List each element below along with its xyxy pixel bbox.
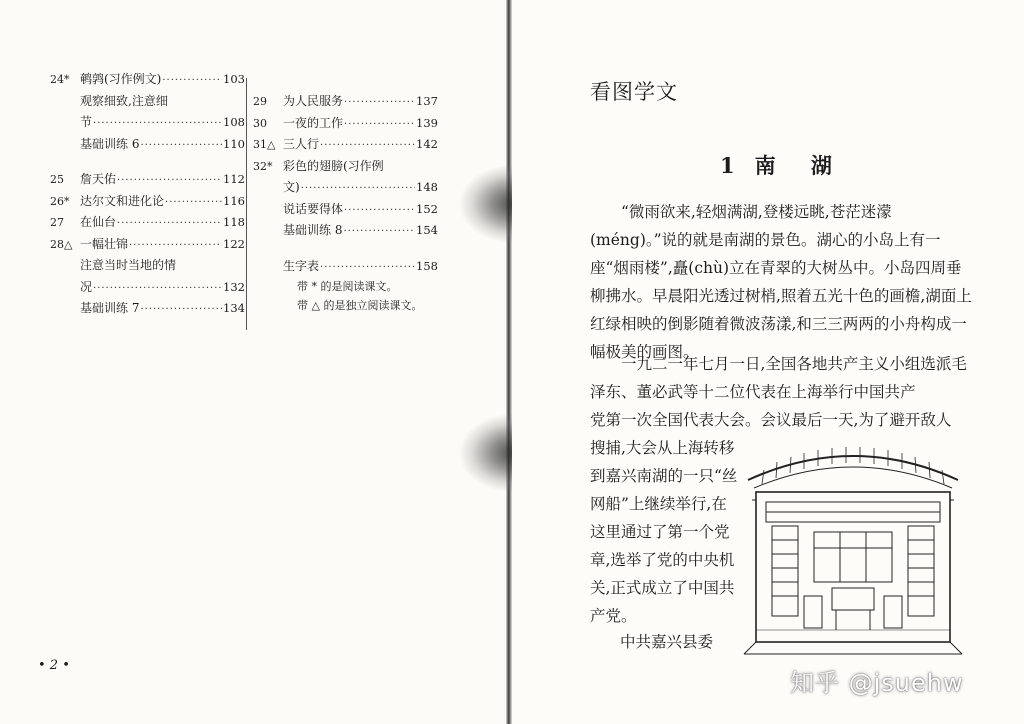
toc-entry-number: 26* xyxy=(50,194,70,208)
toc-entry[interactable] xyxy=(50,113,245,135)
toc-entry[interactable] xyxy=(50,192,245,214)
toc-divider xyxy=(246,78,247,330)
toc-entry-page: 116 xyxy=(223,193,245,208)
toc-entry-title: 为人民服务 xyxy=(283,94,344,108)
toc-leader-dots xyxy=(129,240,222,251)
toc-entry-title: 基础训练 7 xyxy=(80,301,140,315)
lesson-title-text: 南 湖 xyxy=(754,153,846,178)
toc-note: 带 * 的是阅读课文。 xyxy=(297,280,398,293)
toc-entry[interactable] xyxy=(50,135,245,157)
toc-leader-dots xyxy=(165,197,222,208)
toc-entry-title: 在仙台 xyxy=(80,215,117,229)
toc-entry[interactable] xyxy=(253,157,438,179)
toc-leader-dots xyxy=(343,226,415,237)
toc-entry-title: 况 xyxy=(80,279,93,294)
toc-leader-dots xyxy=(93,283,222,294)
toc-entry-page: 132 xyxy=(223,279,245,294)
toc-leader-dots xyxy=(344,119,415,130)
toc-entry[interactable] xyxy=(253,200,438,222)
toc-entry[interactable] xyxy=(50,170,245,192)
toc-leader-dots xyxy=(320,140,415,151)
toc-entry-title: 詹天佑 xyxy=(80,172,117,186)
paragraph-2: 一九二一年七月一日,全国各地共产主义小组选派毛泽东、董必武等十二位代表在上海举行中国共产 xyxy=(590,355,967,401)
toc-entry-title: 节 xyxy=(80,115,93,129)
toc-entry[interactable] xyxy=(50,92,245,114)
toc-entry[interactable] xyxy=(253,221,438,243)
paragraph-1: “微雨欲来,轻烟满湖,登楼远眺,苍茫迷濛(méng)。”说的就是南湖的景色。湖心的小岛上有一座“烟雨楼”,矗(chù)立在青翠的大树丛中。小岛四周垂柳拂水。早晨阳光透过树梢,照着五光十色的画檐,湖面上红绿相映的倒影随着微波荡漾,和三三两两的小舟构成一幅极美的画图。 xyxy=(590,203,972,361)
toc-entry-number: 25 xyxy=(50,173,64,186)
toc-entry-title: 鹌鹑(习作例文) xyxy=(80,72,162,86)
toc-entry-page: 108 xyxy=(223,115,245,129)
toc-entry[interactable] xyxy=(50,235,245,257)
toc-entry-title: 生字表 xyxy=(283,258,320,273)
toc-entry-page: 134 xyxy=(223,301,245,315)
toc-entry[interactable] xyxy=(253,257,438,279)
toc-entry[interactable] xyxy=(253,114,438,136)
toc-entry-title: 观察细致,注意细 xyxy=(80,93,168,108)
toc-leader-dots xyxy=(117,218,222,229)
boat-cabin-illustration xyxy=(742,440,964,660)
toc-entry-number: 31△ xyxy=(253,138,276,151)
toc-entry-page: 112 xyxy=(223,172,245,186)
toc-entry-page: 137 xyxy=(416,94,438,108)
toc-note: 带 △ 的是独立阅读课文。 xyxy=(297,299,423,312)
section-heading: 看图学文 xyxy=(590,80,678,104)
toc-leader-dots xyxy=(140,140,222,151)
paragraph-2-cont: 党第一次全国代表大会。会议最后一天,为了避开敌人 xyxy=(590,411,952,429)
toc-leader-dots xyxy=(320,262,415,273)
toc-entry-page: 158 xyxy=(416,258,438,273)
toc-entry[interactable] xyxy=(50,256,245,278)
toc-entry[interactable] xyxy=(50,299,245,321)
toc-entry-number: 29 xyxy=(253,95,267,108)
toc-entry-number: 24* xyxy=(50,73,70,86)
toc-entry-title: 说话要得体 xyxy=(283,201,344,216)
toc-entry-page: 139 xyxy=(416,115,438,130)
watermark: 知乎 @jsuehw xyxy=(790,669,964,697)
toc-leader-dots xyxy=(93,118,222,129)
toc-entry-title: 基础训练 6 xyxy=(80,136,140,151)
toc-entry-number: 32* xyxy=(253,159,273,173)
toc-entry-title: 彩色的翅膀(习作例 xyxy=(283,158,384,173)
toc-entry[interactable] xyxy=(50,213,245,235)
toc-entry[interactable] xyxy=(253,178,438,200)
toc-entry-page: 118 xyxy=(223,215,245,229)
toc-entry-page: 154 xyxy=(416,223,438,237)
toc-entry-title: 一幅壮锦 xyxy=(80,236,129,251)
toc-entry-number: 27 xyxy=(50,216,64,229)
toc-entry-title: 达尔文和进化论 xyxy=(80,193,165,208)
toc-entry-number: 30 xyxy=(253,116,267,130)
toc-column-1 xyxy=(50,70,245,321)
toc-entry-page: 148 xyxy=(416,180,438,194)
toc-leader-dots xyxy=(344,205,415,216)
toc-entry-page: 103 xyxy=(223,72,245,86)
page-number: • 2 • xyxy=(38,658,70,673)
toc-entry-title: 三人行 xyxy=(283,137,320,151)
toc-gap xyxy=(50,156,245,170)
toc-entry-page: 110 xyxy=(223,136,245,151)
lesson-title xyxy=(720,150,846,180)
toc-entry[interactable] xyxy=(50,70,245,92)
toc-leader-dots xyxy=(301,183,415,194)
lesson-number: 1 xyxy=(720,153,749,178)
signature: 中共嘉兴县委 xyxy=(620,633,714,651)
toc-leader-dots xyxy=(117,175,222,186)
toc-entry-page: 122 xyxy=(223,236,245,251)
toc-entry-title: 文) xyxy=(283,180,300,194)
toc-leader-dots xyxy=(140,304,222,315)
toc-entry[interactable] xyxy=(253,92,438,114)
paragraph-2-wrap: 搜捕,大会从上海转移到嘉兴南湖的一只“丝网船”上继续举行,在这里通过了第一个党章,选举了党的中央机关,正式成立了中国共产党。 xyxy=(590,439,738,625)
toc-leader-dots xyxy=(344,97,415,108)
toc-entry-title: 一夜的工作 xyxy=(283,115,344,130)
toc-entry-page: 142 xyxy=(416,137,438,151)
toc-entry[interactable] xyxy=(50,278,245,300)
toc-entry-title: 基础训练 8 xyxy=(283,223,343,237)
toc-entry-page: 152 xyxy=(416,201,438,216)
toc-gap xyxy=(253,243,438,257)
toc-entry-number: 28△ xyxy=(50,237,73,251)
toc-entry-title: 注意当时当地的情 xyxy=(80,258,177,272)
left-page xyxy=(0,0,508,724)
toc-leader-dots xyxy=(162,75,222,86)
toc-column-2 xyxy=(253,92,438,316)
toc-entry[interactable] xyxy=(253,135,438,157)
